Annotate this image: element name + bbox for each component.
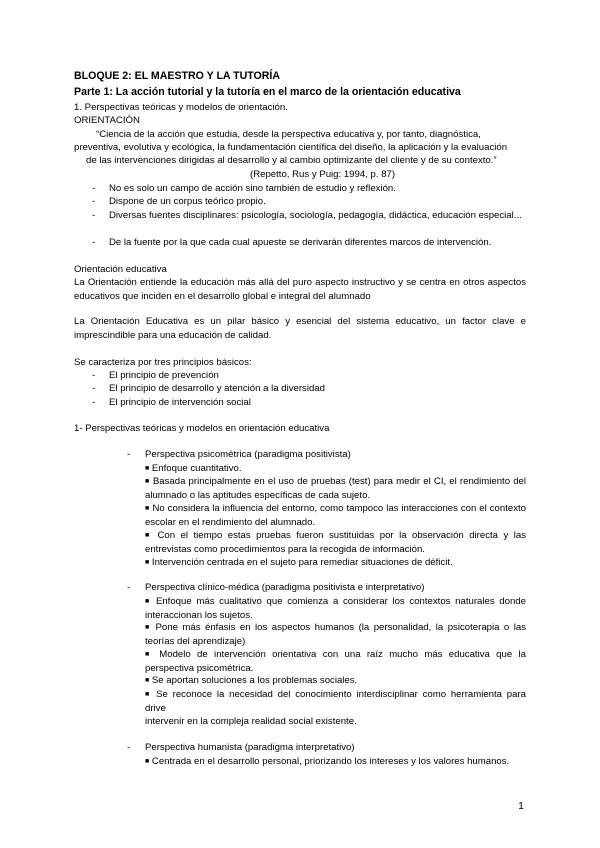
list-item: De la fuente por la que cada cual apueste se derivarán diferentes marcos de intervención. [109,237,492,248]
list-item: ■ Se reconoce la necesidad del conocimiento interdisciplinar como herramienta para drive [145,689,526,714]
perspective-title: Perspectiva humanista (paradigma interpretativo) [145,742,355,753]
dash-bullet: - [92,210,96,221]
dash-bullet: - [92,370,96,381]
dash-bullet: - [92,383,96,394]
list-item: ■ Se aportan soluciones a los problemas sociales. [145,675,358,686]
square-bullet: ■ [145,532,153,539]
section-heading: 1. Perspectivas teóricas y modelos de orientación. [74,102,288,113]
orientacion-label: ORIENTACIÓN [74,115,140,126]
list-item: ■ Enfoque cuantitativo. [145,463,242,474]
section-heading: 1- Perspectivas teóricas y modelos en orientación educativa [74,423,330,434]
quote-line: de las intervenciones dirigidas al desarrollo y al cambio optimizante del cliente y de su contexto.” [86,155,497,166]
perspective-title: Perspectiva clínico-médica (paradigma positivista e interpretativo) [145,582,425,593]
quote-line: “Ciencia de la acción que estudia, desde la perspectiva educativa y, por tanto, diagnóstica, [96,129,481,140]
list-item: ■ Pone más énfasis en los aspectos humanos (la personalidad, la psicoterapia o las teorías del aprendizaje) [145,622,527,647]
list-item: El principio de prevención [109,370,219,381]
dash-bullet: - [92,397,96,408]
dash-bullet: - [92,196,96,207]
square-bullet: ■ [145,758,150,765]
list-item: El principio de intervención social [109,397,251,408]
square-bullet: ■ [145,559,150,566]
dash-bullet: - [92,183,96,194]
paragraph: La Orientación entiende la educación más allá del puro aspecto instructivo y se centra en otros aspectos educativos que inciden en el desarrollo global e integral del alumnado [74,277,526,302]
quote-line: preventiva, evolutiva y ecológica, la fundamentación científica del diseño, la aplicación y la evaluación [74,142,508,153]
square-bullet: ■ [145,691,152,698]
list-item: No es solo un campo de acción sino también de estudio y reflexión. [109,183,396,194]
list-item: ■ No considera la influencia del entorno, como tampoco las interacciones con el contexto escolar en el rendimiento del alumnado. [145,503,526,528]
list-item: ■ Con el tiempo estas pruebas fueron sustituidas por la observación directa y las entrevistas como procedimientos para la recogida de información. [145,530,526,555]
list-item: ■ Centrada en el desarrollo personal, priorizando los intereses y los valores humanos. [145,756,510,767]
list-item-continuation: intervenir en la compleja realidad social existente. [145,716,357,727]
subsection-title: Orientación educativa [74,264,167,275]
paragraph: La Orientación Educativa es un pilar básico y esencial del sistema educativo, un factor clave e imprescindible para una educación de calidad. [74,316,526,341]
square-bullet: ■ [145,505,150,512]
list-item: Dispone de un corpus teórico propio. [109,196,266,207]
square-bullet: ■ [145,651,153,658]
bloque-heading: BLOQUE 2: EL MAESTRO Y LA TUTORÍA [74,70,281,82]
list-item: ■ Intervención centrada en el sujeto para remediar situaciones de déficit. [145,557,453,568]
paragraph: Se caracteriza por tres principios básicos: [74,357,252,368]
square-bullet: ■ [145,624,152,631]
list-item: El principio de desarrollo y atención a la diversidad [109,383,325,394]
list-item: ■ Modelo de intervención orientativa con una raíz mucho más educativa que la perspectiva psicométrica. [145,649,526,674]
dash-bullet: - [127,449,131,460]
parte-heading: Parte 1: La acción tutorial y la tutoría en el marco de la orientación educativa [74,86,461,98]
square-bullet: ■ [145,598,152,605]
list-item: ■ Enfoque más cualitativo que comienza a considerar los contextos naturales donde interaccionan los sujetos. [145,596,526,621]
quote-citation: (Repetto, Rus y Puig: 1994, p. 87) [250,169,396,180]
dash-bullet: - [127,742,131,753]
square-bullet: ■ [145,478,150,485]
list-item: Diversas fuentes disciplinares: psicología, sociología, pedagogía, didáctica, educación especial... [109,210,522,221]
perspective-title: Perspectiva psicométrica (paradigma positivista) [145,449,351,460]
list-item: ■ Basada principalmente en el uso de pruebas (test) para medir el CI, el rendimiento del alumnado o las aptitudes específicas de cada sujeto. [145,476,526,501]
dash-bullet: - [127,582,131,593]
page-number: 1 [518,800,524,812]
dash-bullet: - [92,237,96,248]
square-bullet: ■ [145,677,150,684]
square-bullet: ■ [145,465,150,472]
